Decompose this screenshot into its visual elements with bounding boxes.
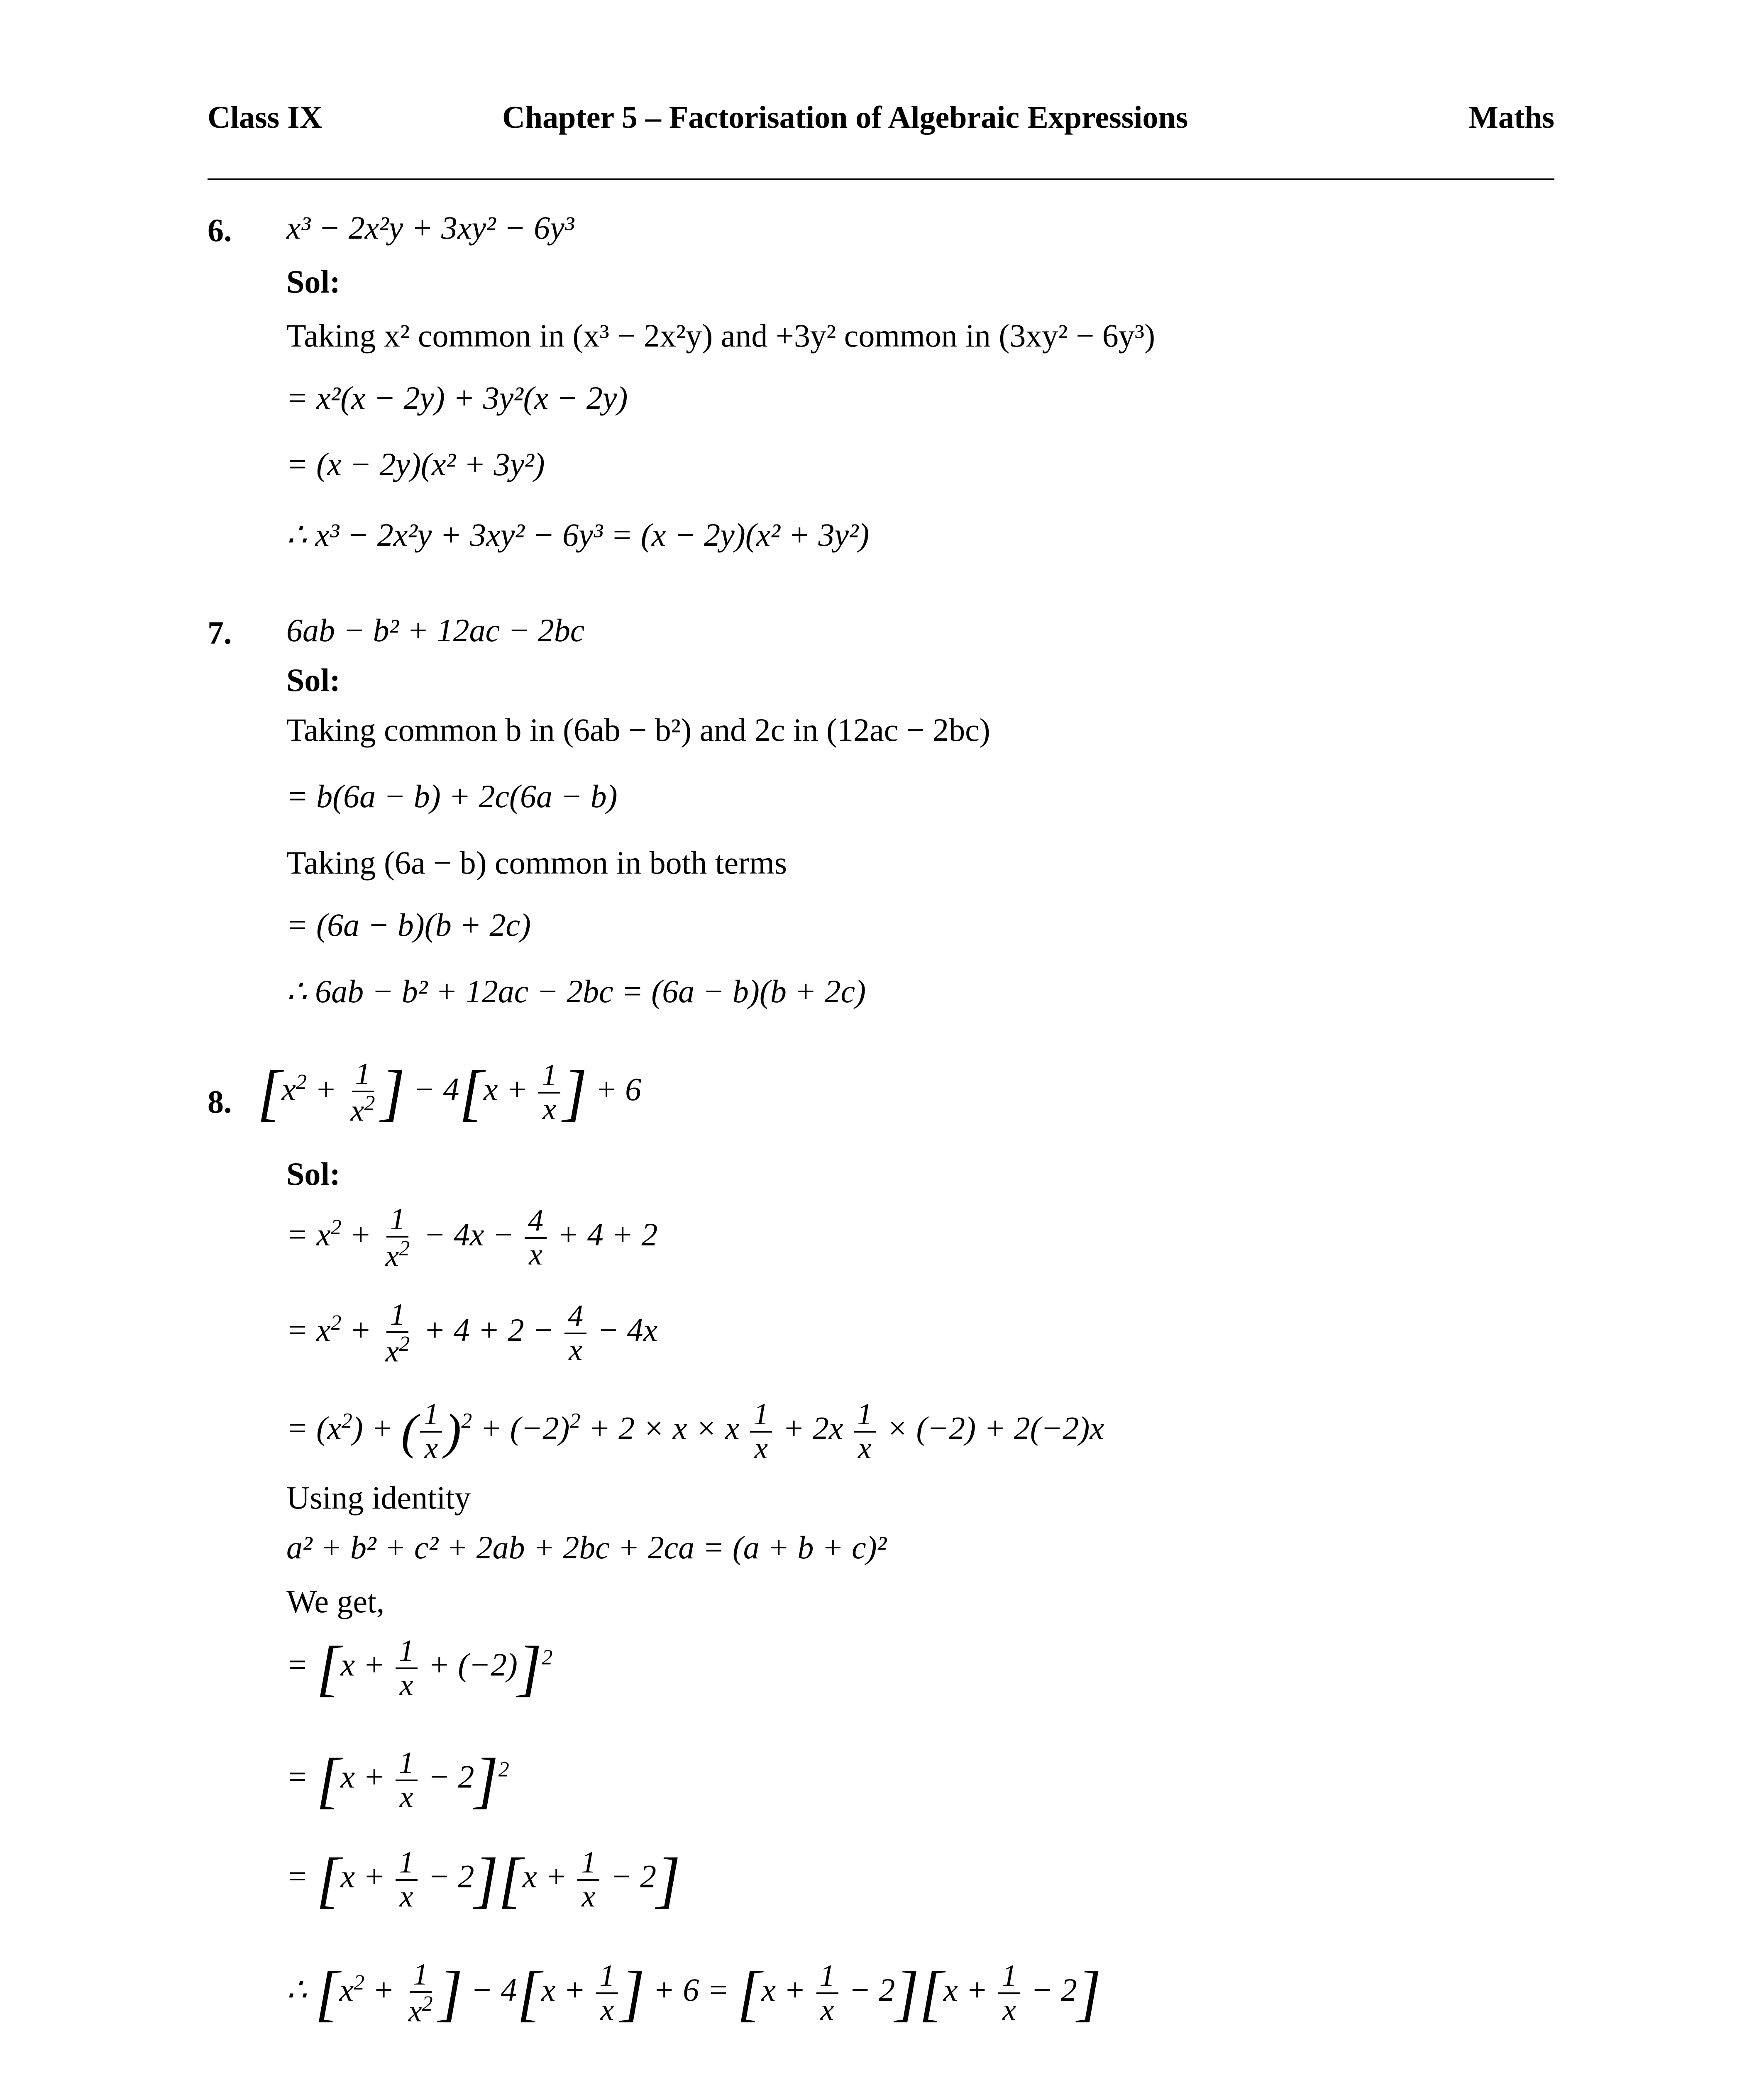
q8-step-1: = $x^2$ + $\frac{1}{x^2}$ − 4x − $\frac{4}{x}$ + 4 + 2 [286, 1202, 658, 1273]
q6-sol-label: Sol: [286, 264, 341, 300]
q8-sol-label: Sol: [286, 1156, 341, 1192]
q6-step-1: Taking x² common in (x³ − 2x²y) and +3y² common in (3xy² − 6y³) [286, 317, 1156, 354]
q7-step-2: = b(6a − b) + 2c(6a − b) [286, 778, 618, 814]
q8-step-6: = [x + $\frac{1}{x}$ − 2][x + $\frac{1}{x}$ − 2] [286, 1845, 681, 1914]
header-subject: Maths [1468, 100, 1554, 135]
q7-step-4: = (6a − b)(b + 2c) [286, 907, 531, 943]
q7-step-3: Taking (6a − b) common in both terms [286, 845, 787, 881]
q7-number: 7. [208, 615, 232, 651]
q7-step-1: Taking common b in (6ab − b²) and 2c in (12ac − 2bc) [286, 712, 990, 748]
q7-question: 6ab − b² + 12ac − 2bc [286, 612, 585, 648]
q8-question: [$x^2$ + $\frac{1}{x^2}$ ] − 4[x + $\frac{1}{x}$ ] + 6 [257, 1057, 642, 1128]
q8-step-5: = [x + $\frac{1}{x}$ − 2]$^2$ [286, 1745, 509, 1815]
q6-step-2: = x²(x − 2y) + 3y²(x − 2y) [286, 380, 628, 416]
header-rule [208, 178, 1554, 180]
page-header [208, 100, 1554, 141]
q8-conclusion: ∴ [$x^2$ + $\frac{1}{x^2}$ ] − 4[x + $\frac{1}{x}$ ] + 6 = [x + $\frac{1}{x}$ − 2][x + $\frac{1}{x}$ − 2] [286, 1958, 1102, 2029]
q6-question: x³ − 2x²y + 3xy² − 6y³ [286, 210, 574, 246]
q8-using-identity: Using identity [286, 1479, 471, 1516]
q8-step-2: = $x^2$ + $\frac{1}{x^2}$ + 4 + 2 − $\frac{4}{x}$ − 4x [286, 1298, 658, 1369]
q6-step-4: ∴ x³ − 2x²y + 3xy² − 6y³ = (x − 2y)(x² + 3y²) [286, 517, 870, 553]
header-class: Class IX [208, 100, 323, 135]
q8-identity: a² + b² + c² + 2ab + 2bc + 2ca = (a + b + c)² [286, 1529, 887, 1565]
q6-number: 6. [208, 212, 232, 248]
q6-step-3: = (x − 2y)(x² + 3y²) [286, 446, 545, 482]
q7-step-5: ∴ 6ab − b² + 12ac − 2bc = (6a − b)(b + 2c) [286, 973, 866, 1009]
q8-step-4: = [x + $\frac{1}{x}$ + (−2)]$^2$ [286, 1633, 553, 1703]
q8-we-get: We get, [286, 1583, 385, 1619]
q8-step-3: = $(x^2)$ + ( $\frac{1}{x}$ )$^2 + (-2)^2 + 2 \times x \times x$ $\frac{1}{x}$ + 2x $\frac{1}{x}$ × (−2) + 2(−2)x [286, 1397, 1104, 1465]
q8-number: 8. [208, 1084, 232, 1120]
header-chapter: Chapter 5 – Factorisation of Algebraic Expressions [502, 100, 1188, 135]
q7-sol-label: Sol: [286, 662, 341, 698]
